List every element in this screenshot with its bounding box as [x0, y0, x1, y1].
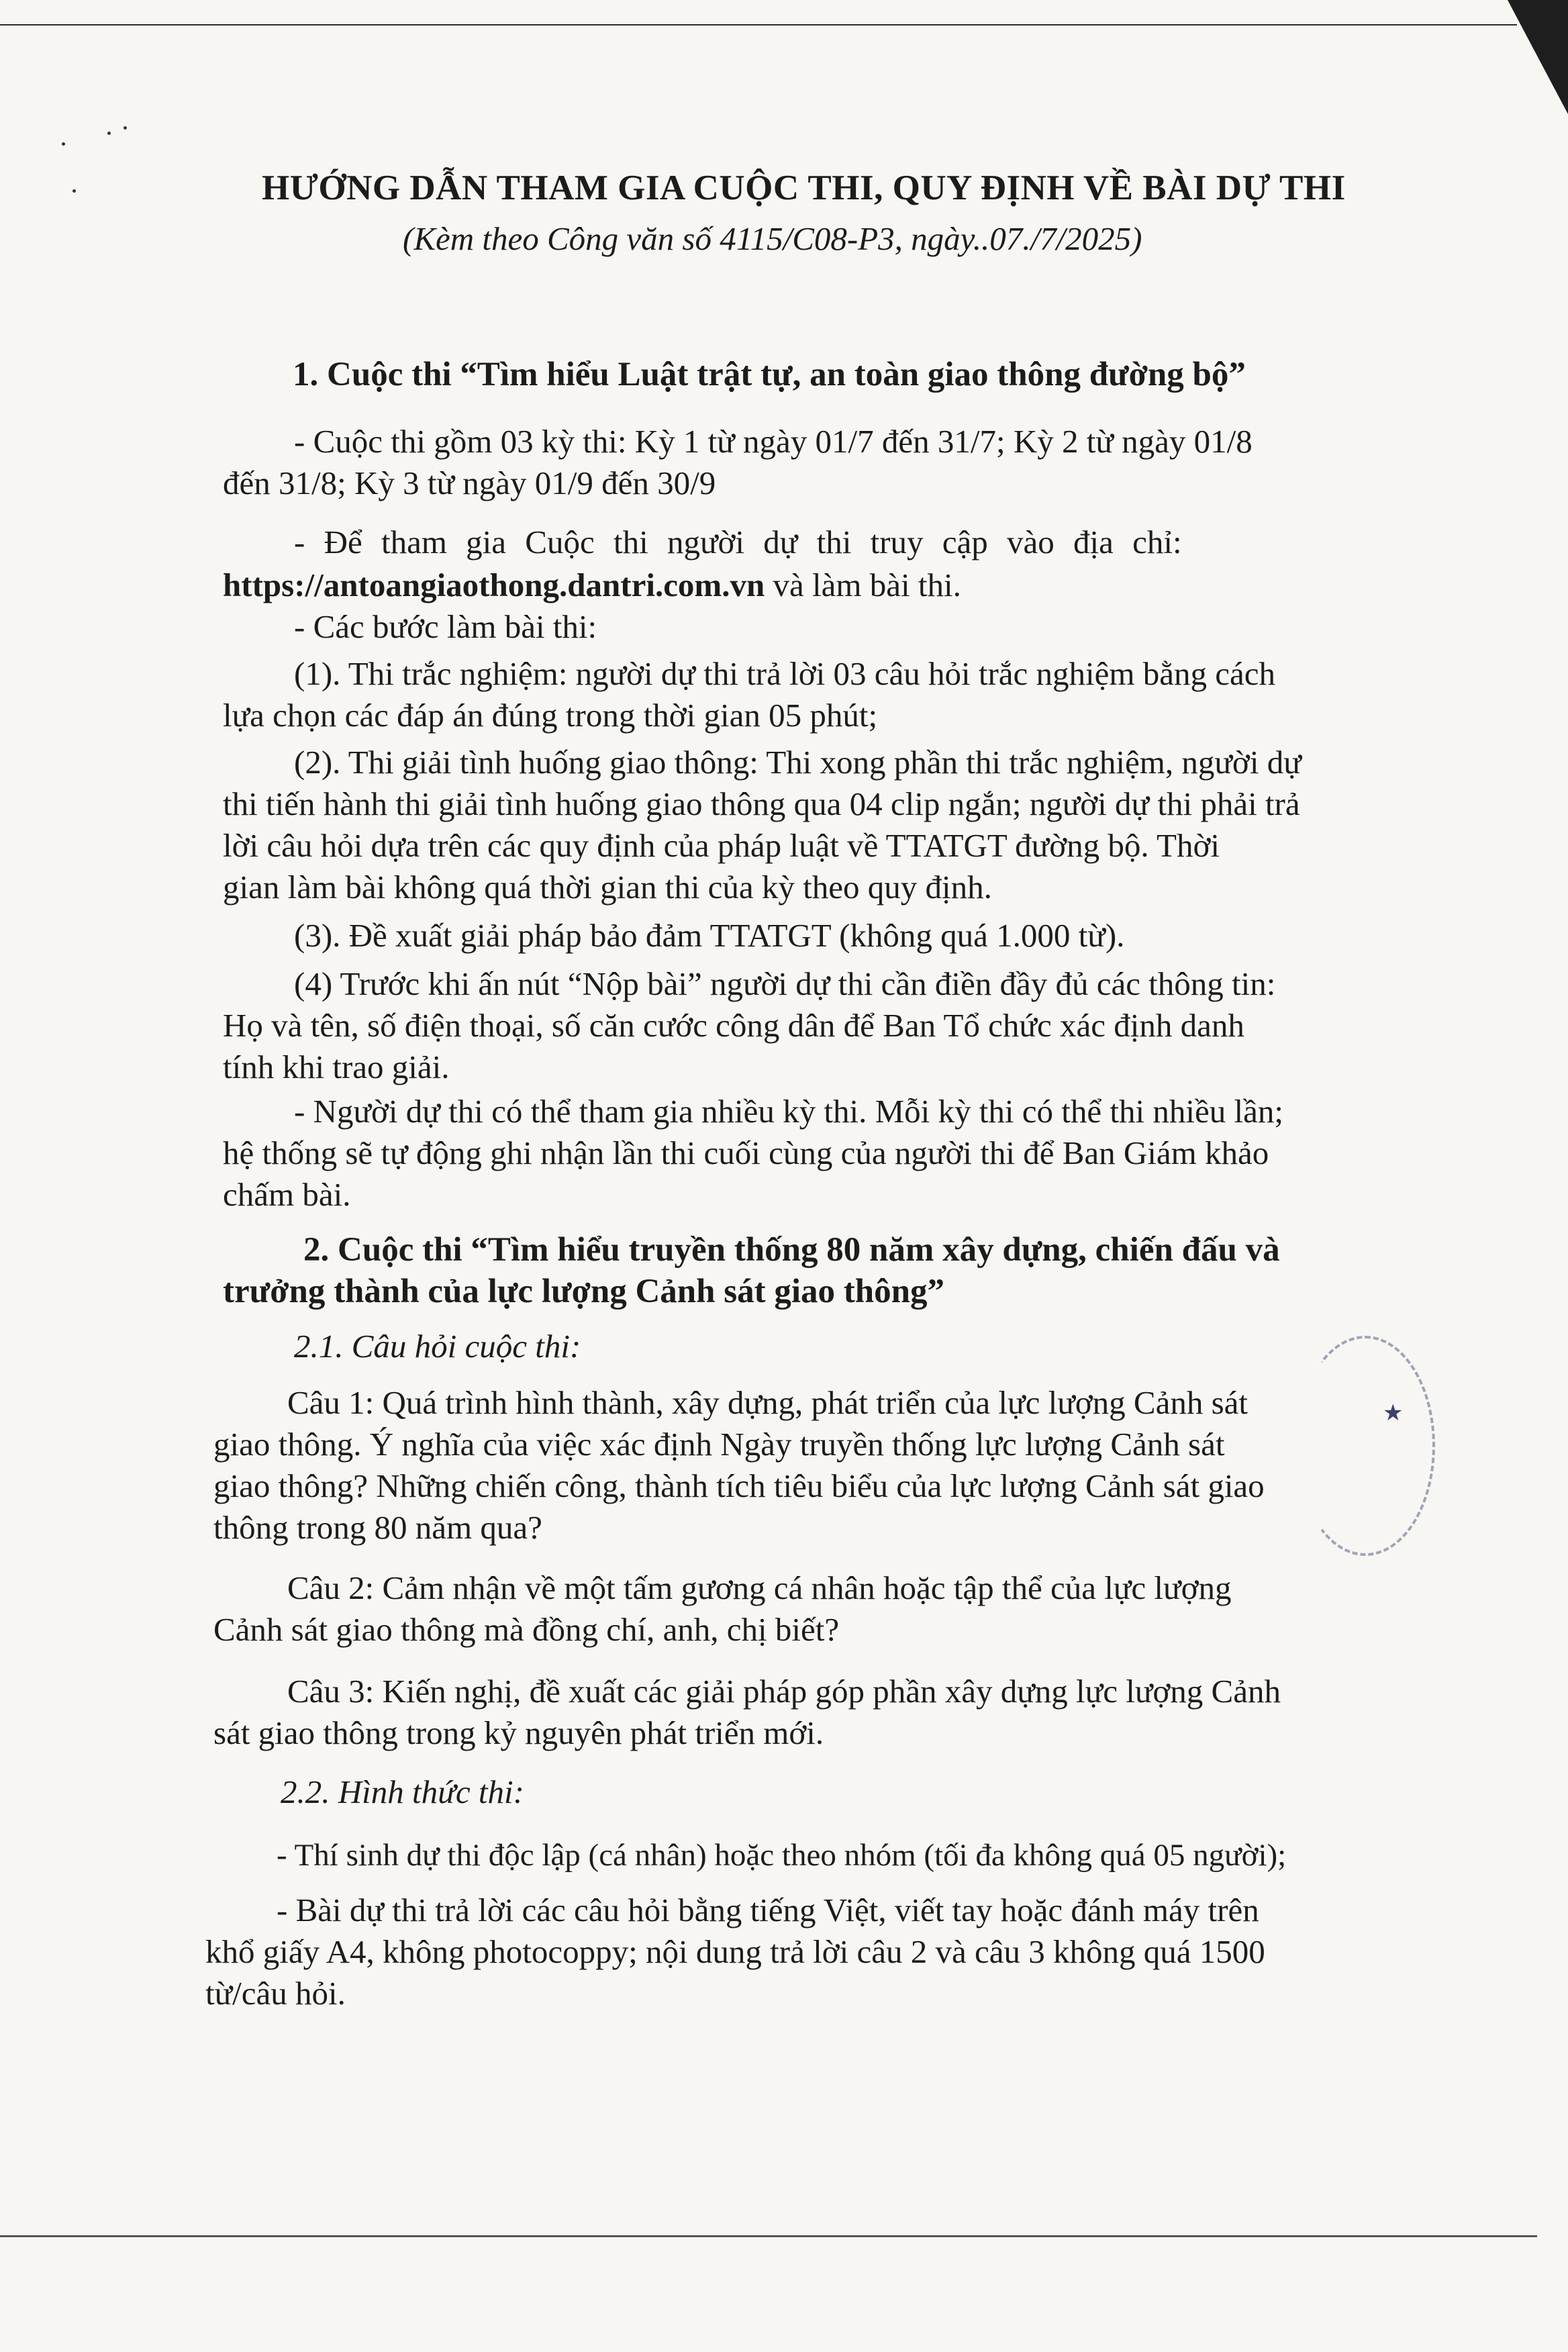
section1-url-line [223, 565, 961, 605]
step-1-line: (1). Thi trắc nghiệm: người dự thi trả lời 03 câu hỏi trắc nghiệm bằng cách [294, 655, 1276, 692]
scan-speck [124, 126, 127, 130]
format-rule-line: từ/câu hỏi. [205, 1975, 346, 2012]
step-4-line: tính khi trao giải. [223, 1048, 450, 1085]
question-1-line: giao thông. Ý nghĩa của việc xác định Ngày truyền thống lực lượng Cảnh sát [213, 1426, 1225, 1463]
question-3-line: sát giao thông trong kỷ nguyên phát triển mới. [213, 1714, 824, 1751]
step-4-line: (4) Trước khi ấn nút “Nộp bài” người dự thi cần điền đầy đủ các thông tin: [294, 965, 1276, 1002]
section1-paragraph-line: hệ thống sẽ tự động ghi nhận lần thi cuối cùng của người thi để Ban Giám khảo [223, 1134, 1269, 1171]
question-2-line: Cảnh sát giao thông mà đồng chí, anh, chị biết? [213, 1611, 840, 1648]
official-seal-stamp [1295, 1336, 1435, 1556]
scan-speck [107, 132, 111, 135]
format-rule-line: khổ giấy A4, không photocoppy; nội dung trả lời câu 2 và câu 3 không quá 1500 [205, 1933, 1265, 1970]
section1-paragraph-line: - Người dự thi có thể tham gia nhiều kỳ thi. Mỗi kỳ thi có thể thi nhiều lần; [294, 1093, 1283, 1130]
section2-heading: 2. Cuộc thi “Tìm hiểu truyền thống 80 năm xây dựng, chiến đấu và [303, 1231, 1280, 1269]
step-1-line: lựa chọn các đáp án đúng trong thời gian 05 phút; [223, 697, 878, 734]
document-subtitle: (Kèm theo Công văn số 4115/C08-P3, ngày..07./7/2025) [403, 220, 1142, 257]
step-2-line: gian làm bài không quá thời gian thi của kỳ theo quy định. [223, 869, 992, 905]
question-1-line: thông trong 80 năm qua? [213, 1509, 542, 1546]
scan-speck [62, 142, 65, 146]
section1-paragraph-line: chấm bài. [223, 1176, 351, 1213]
scan-corner-shadow [1508, 0, 1568, 114]
section1-heading: 1. Cuộc thi “Tìm hiểu Luật trật tự, an toàn giao thông đường bộ” [293, 356, 1246, 393]
subsection-2-2-title: 2.2. Hình thức thi: [281, 1773, 524, 1810]
subsection-2-1-title: 2.1. Câu hỏi cuộc thi: [294, 1328, 581, 1365]
contest-url-link[interactable]: https://antoangiaothong.dantri.com.vn [223, 567, 765, 603]
steps-label: - Các bước làm bài thi: [294, 608, 597, 645]
step-2-line: (2). Thi giải tình huống giao thông: Thi xong phần thi trắc nghiệm, người dự [294, 744, 1302, 781]
question-1-line: giao thông? Những chiến công, thành tích tiêu biểu của lực lượng Cảnh sát giao [213, 1467, 1265, 1504]
format-rule-line: - Thí sinh dự thi độc lập (cá nhân) hoặc theo nhóm (tối đa không quá 05 người); [277, 1838, 1287, 1873]
step-2-line: lời câu hỏi dựa trên các quy định của pháp luật về TTATGT đường bộ. Thời [223, 827, 1220, 864]
document-title: HƯỚNG DẪN THAM GIA CUỘC THI, QUY ĐỊNH VỀ BÀI DỰ THI [262, 168, 1346, 207]
section2-heading: trưởng thành của lực lượng Cảnh sát giao thông” [223, 1273, 944, 1310]
step-4-line: Họ và tên, số điện thoại, số căn cước công dân để Ban Tổ chức xác định danh [223, 1007, 1244, 1044]
question-1-line: Câu 1: Quá trình hình thành, xây dựng, phát triển của lực lượng Cảnh sát [287, 1384, 1248, 1421]
section1-paragraph-line: - Cuộc thi gồm 03 kỳ thi: Kỳ 1 từ ngày 01/7 đến 31/7; Kỳ 2 từ ngày 01/8 [294, 423, 1253, 460]
question-3-line: Câu 3: Kiến nghị, đề xuất các giải pháp góp phần xây dựng lực lượng Cảnh [287, 1673, 1281, 1710]
scan-speck [72, 189, 76, 193]
section1-paragraph-line: - Để tham gia Cuộc thi người dự thi truy cập vào địa chỉ: [294, 524, 1182, 560]
format-rule-line: - Bài dự thi trả lời các câu hỏi bằng tiếng Việt, viết tay hoặc đánh máy trên [277, 1892, 1259, 1928]
url-trailing-text: và làm bài thi. [765, 567, 961, 603]
scan-border-bottom [0, 2235, 1537, 2237]
scan-border-top [0, 24, 1517, 26]
step-3-line: (3). Đề xuất giải pháp bảo đảm TTATGT (không quá 1.000 từ). [294, 917, 1125, 954]
question-2-line: Câu 2: Cảm nhận về một tấm gương cá nhân hoặc tập thể của lực lượng [287, 1569, 1232, 1606]
step-2-line: thi tiến hành thi giải tình huống giao thông qua 04 clip ngắn; người dự thi phải trả [223, 785, 1300, 822]
seal-star-icon: ★ [1383, 1401, 1404, 1426]
section1-paragraph-line: đến 31/8; Kỳ 3 từ ngày 01/9 đến 30/9 [223, 464, 716, 501]
